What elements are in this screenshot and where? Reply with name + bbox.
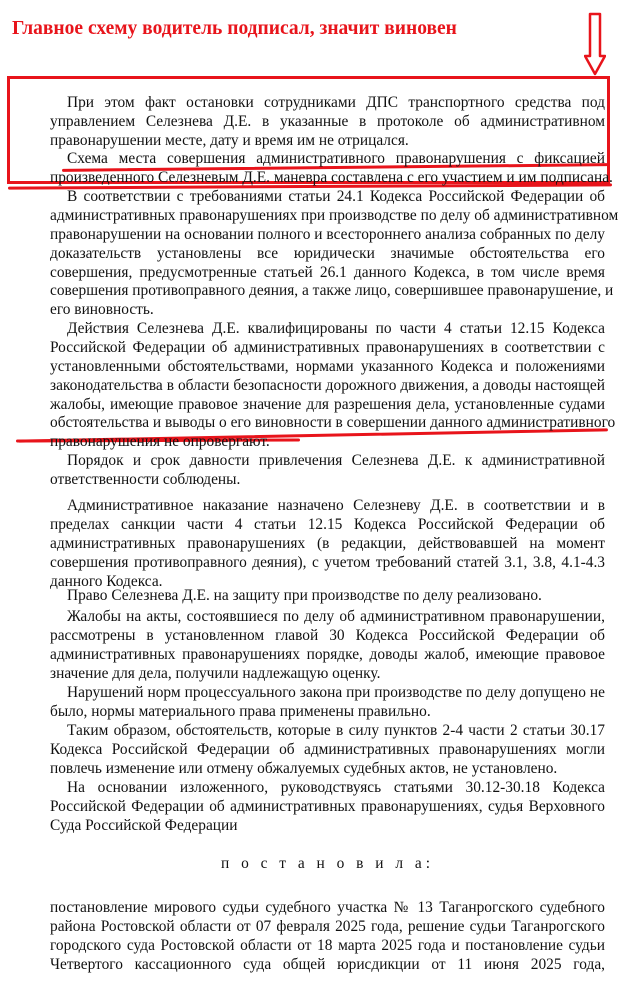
text-line: постановление мирового судьи судебного участка № 13 Таганрогского судебного bbox=[50, 899, 605, 916]
text-line: В соответствии с требованиями статьи 24.1 Кодекса Российской Федерации об bbox=[67, 188, 605, 205]
text-line: На основании изложенного, руководствуясь статьями 30.12-30.18 Кодекса bbox=[67, 779, 605, 796]
text-line: правонарушения не опровергают. bbox=[50, 433, 270, 451]
text-line: городского суда Ростовской области от 18 марта 2025 года и постановление судьи bbox=[50, 936, 605, 954]
paragraph-conclusion bbox=[50, 722, 605, 779]
text-line: Нарушений норм процессуального закона при производстве по делу допущено не bbox=[67, 684, 605, 701]
down-arrow-icon bbox=[584, 12, 606, 76]
text-line: совершения противоправного деяния), с учетом требований статей 3.1, 3.8, 4.1-4.3 bbox=[50, 553, 605, 571]
decree-title-text: п о с т а н о в и л а: bbox=[220, 855, 435, 872]
paragraph-qualification bbox=[50, 320, 616, 452]
text-line: Порядок и срок давности привлечения Селезнева Д.Е. к административной bbox=[67, 452, 605, 469]
text-line: района Ростовской области от 07 февраля 2025 года, решение судьи Таганрогского bbox=[50, 917, 605, 935]
text-line: ответственности соблюдены. bbox=[50, 470, 241, 488]
text-line: При этом факт остановки сотрудниками ДПС транспортного средства под bbox=[67, 94, 605, 111]
text-line: значение для дела, получили надлежащую оценку. bbox=[50, 664, 381, 682]
text-line: правонарушении на основании полного и всестороннего анализа собранных по делу bbox=[50, 225, 605, 243]
paragraph-grounds bbox=[50, 779, 605, 836]
text-line: Жалобы на акты, состоявшиеся по делу об административном правонарушении, bbox=[67, 608, 605, 625]
paragraph-article-24-1 bbox=[50, 188, 619, 320]
text-line: правонарушении месте, дату и время им не отрицался. bbox=[50, 131, 409, 149]
text-line: Российской Федерации об административных правонарушениях, судья Верховного bbox=[50, 797, 605, 815]
text-line: Кодекса Российской Федерации об административных правонарушениях могли bbox=[50, 740, 605, 758]
text-line: произведенного Селезневым Д.Е. маневра составлена с его участием и им подписана. bbox=[50, 168, 613, 186]
text-line: пределах санкции части 4 статьи 12.15 Кодекса Российской Федерации об bbox=[50, 515, 605, 533]
text-line: административных правонарушениях (в редакции, действовавшей на момент bbox=[50, 534, 605, 552]
text-line: доказательств установлены все юридически значимые обстоятельства его bbox=[50, 244, 605, 262]
text-line: установленными обстоятельствами, нормами указанного Кодекса и положениями bbox=[50, 357, 605, 375]
paragraph-procedure bbox=[50, 452, 605, 490]
text-line: Четвертого кассационного суда общей юрисдикции от 11 июня 2025 года, bbox=[50, 955, 605, 973]
decree-title bbox=[50, 855, 605, 874]
text-line: Право Селезнева Д.Е. на защиту при производстве по делу реализовано. bbox=[67, 587, 542, 604]
text-line: жалобы, имеющие правовое значение для разрешения дела, установленные судами bbox=[50, 395, 605, 413]
text-line: Административное наказание назначено Селезневу Д.Е. в соответствии и в bbox=[67, 497, 605, 514]
paragraph-final bbox=[50, 899, 605, 975]
text-line: совершения, предусмотренные статьей 26.1 данного Кодекса, в том числе время bbox=[50, 263, 605, 281]
paragraph-defense-right bbox=[50, 587, 605, 606]
text-line: Схема места совершения административного правонарушения с фиксацией bbox=[67, 150, 605, 167]
text-line: Действия Селезнева Д.Е. квалифицированы по части 4 статьи 12.15 Кодекса bbox=[67, 320, 605, 337]
text-line: административных правонарушениях при производстве по делу об административном bbox=[50, 206, 619, 224]
paragraph-no-violations bbox=[50, 684, 605, 722]
text-line: законодательства в области безопасности дорожного движения, а доводы настоящей bbox=[50, 376, 605, 394]
text-line: совершения противоправного деяния, а также лицо, совершившее правонарушение, и bbox=[50, 282, 614, 300]
text-line: данного Кодекса. bbox=[50, 572, 163, 590]
paragraph-schema bbox=[50, 150, 613, 188]
paragraph-complaints bbox=[50, 608, 605, 684]
text-line: Российской Федерации об административных правонарушениях в соответствии с bbox=[50, 338, 605, 356]
text-line: было, нормы материального права применены правильно. bbox=[50, 702, 431, 720]
text-line: его виновность. bbox=[50, 301, 154, 319]
text-line: рассмотрены в установленном главой 30 Кодекса Российской Федерации об bbox=[50, 626, 605, 644]
text-line: управлением Селезнева Д.Е. в указанные в протоколе об административном bbox=[50, 112, 605, 130]
text-line: обстоятельства и выводы о его виновности в совершении данного административного bbox=[50, 414, 616, 432]
text-line: административных правонарушениях порядке, доводы жалоб, имеющие правовое bbox=[50, 645, 605, 663]
text-line: повлечь изменение или отмену обжалуемых судебных актов, не установлено. bbox=[50, 759, 558, 777]
text-line: Таким образом, обстоятельств, которые в силу пунктов 2-4 части 2 статьи 30.17 bbox=[67, 722, 605, 739]
text-line: Суда Российской Федерации bbox=[50, 816, 238, 834]
paragraph-stop-fact bbox=[50, 94, 605, 151]
headline: Главное схему водитель подписал, значит виновен bbox=[12, 18, 457, 39]
paragraph-penalty bbox=[50, 497, 605, 591]
